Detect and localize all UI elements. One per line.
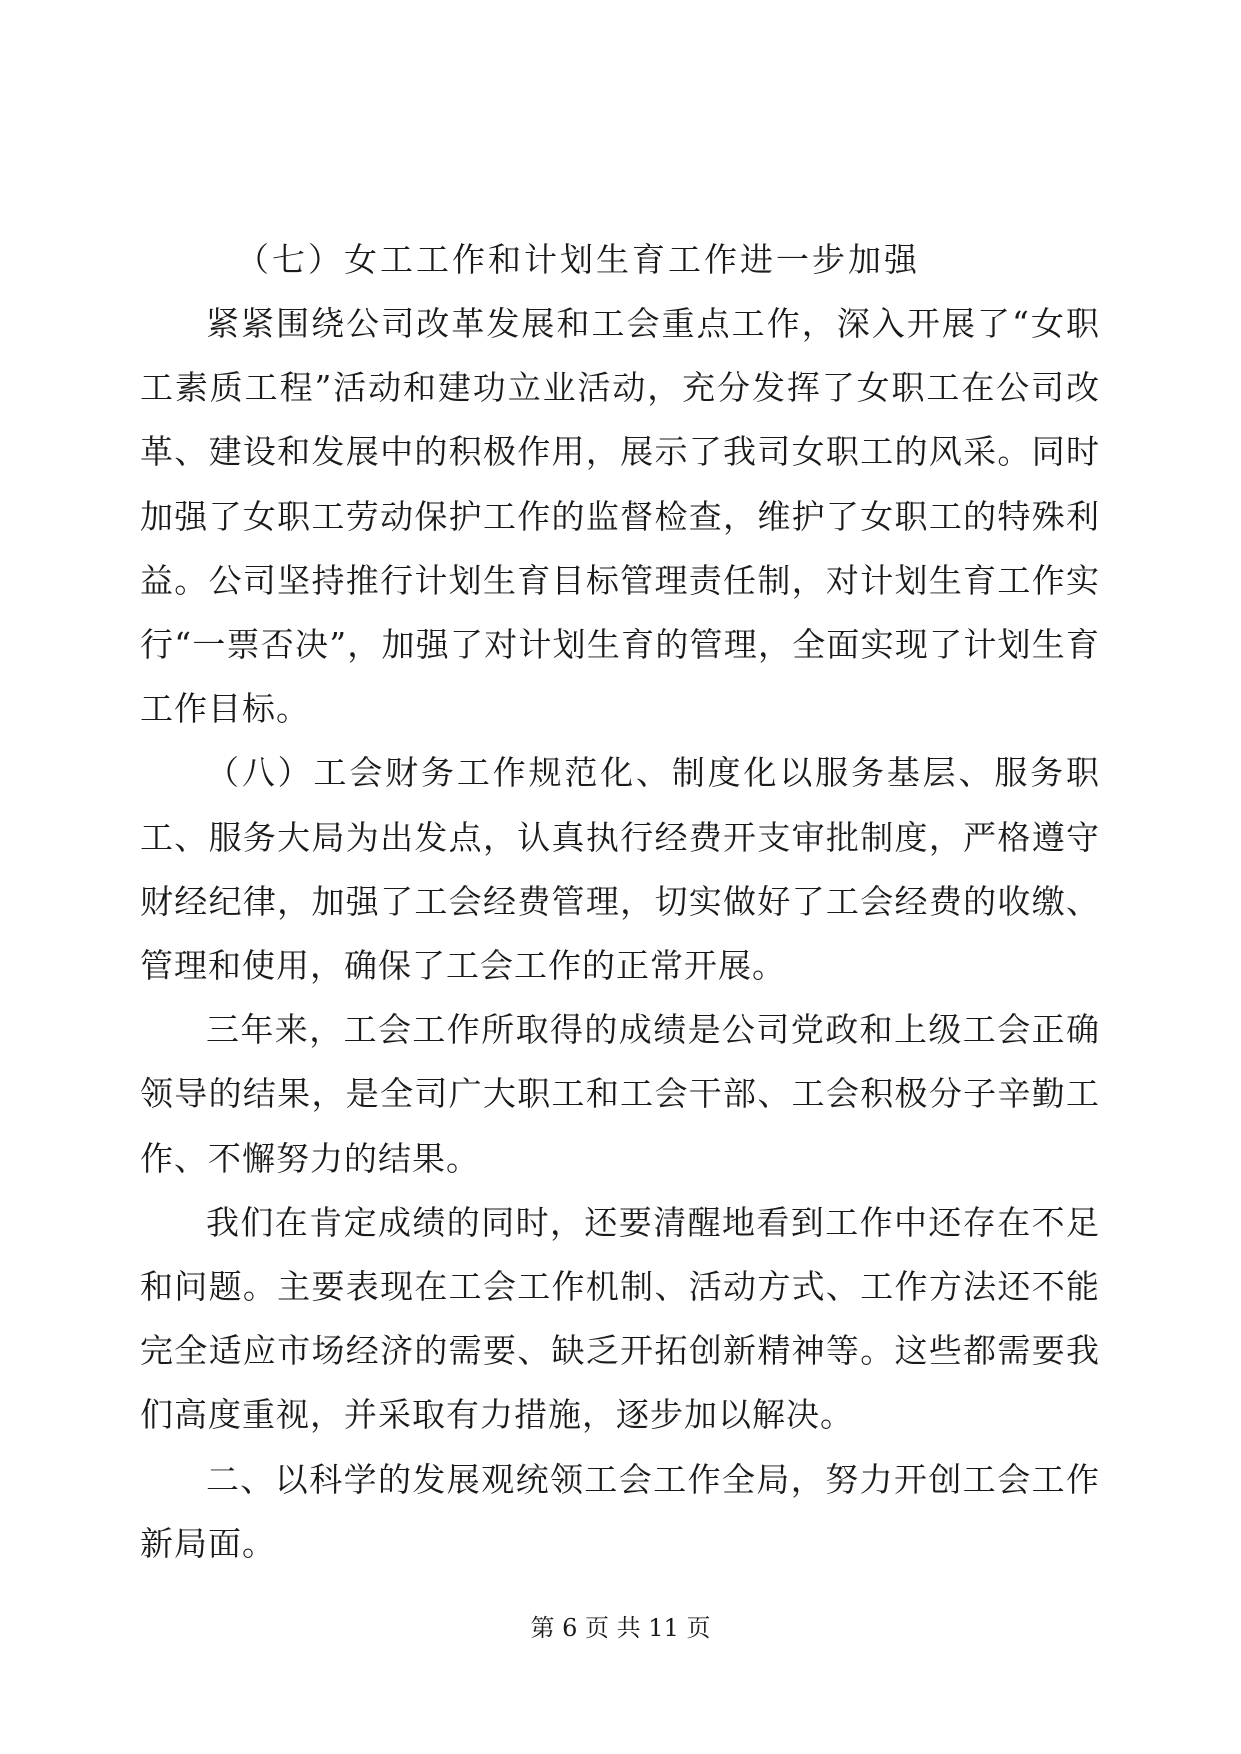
paragraph-three-years: 三年来，工会工作所取得的成绩是公司党政和上级工会正确领导的结果，是全司广大职工和工会干部、工会积极分子辛勤工作、不懈努力的结果。 [140,1010,1100,1178]
section-heading-7: （七）女工工作和计划生育工作进一步加强 [236,240,920,279]
paragraph-union-finance: （八）工会财务工作规范化、制度化以服务基层、服务职工、服务大局为出发点，认真执行经费开支审批制度，严格遵守财经纪律，加强了工会经费管理，切实做好了工会经费的收缴、管理和使用，确保了工会工作的正常开展。 [140,753,1100,986]
paragraph-shortcomings: 我们在肯定成绩的同时，还要清醒地看到工作中还存在不足和问题。主要表现在工会工作机制、活动方式、工作方法还不能完全适应市场经济的需要、缺乏开拓创新精神等。这些都需要我们高度重视，并采取有力措施，逐步加以解决。 [140,1202,1100,1435]
paragraph-section-two: 二、以科学的发展观统领工会工作全局，努力开创工会工作新局面。 [140,1459,1100,1563]
page-number: 第 6 页 共 11 页 [530,1614,711,1642]
paragraph-women-workers: 紧紧围绕公司改革发展和工会重点工作，深入开展了“女职工素质工程”活动和建功立业活动，充分发挥了女职工在公司改革、建设和发展中的积极作用，展示了我司女职工的风采。同时加强了女职工劳动保护工作的监督检查，维护了女职工的特殊利益。公司坚持推行计划生育目标管理责任制，对计划生育工作实行“一票否决”，加强了对计划生育的管理，全面实现了计划生育工作目标。 [140,304,1100,729]
document-body [140,228,1100,1576]
